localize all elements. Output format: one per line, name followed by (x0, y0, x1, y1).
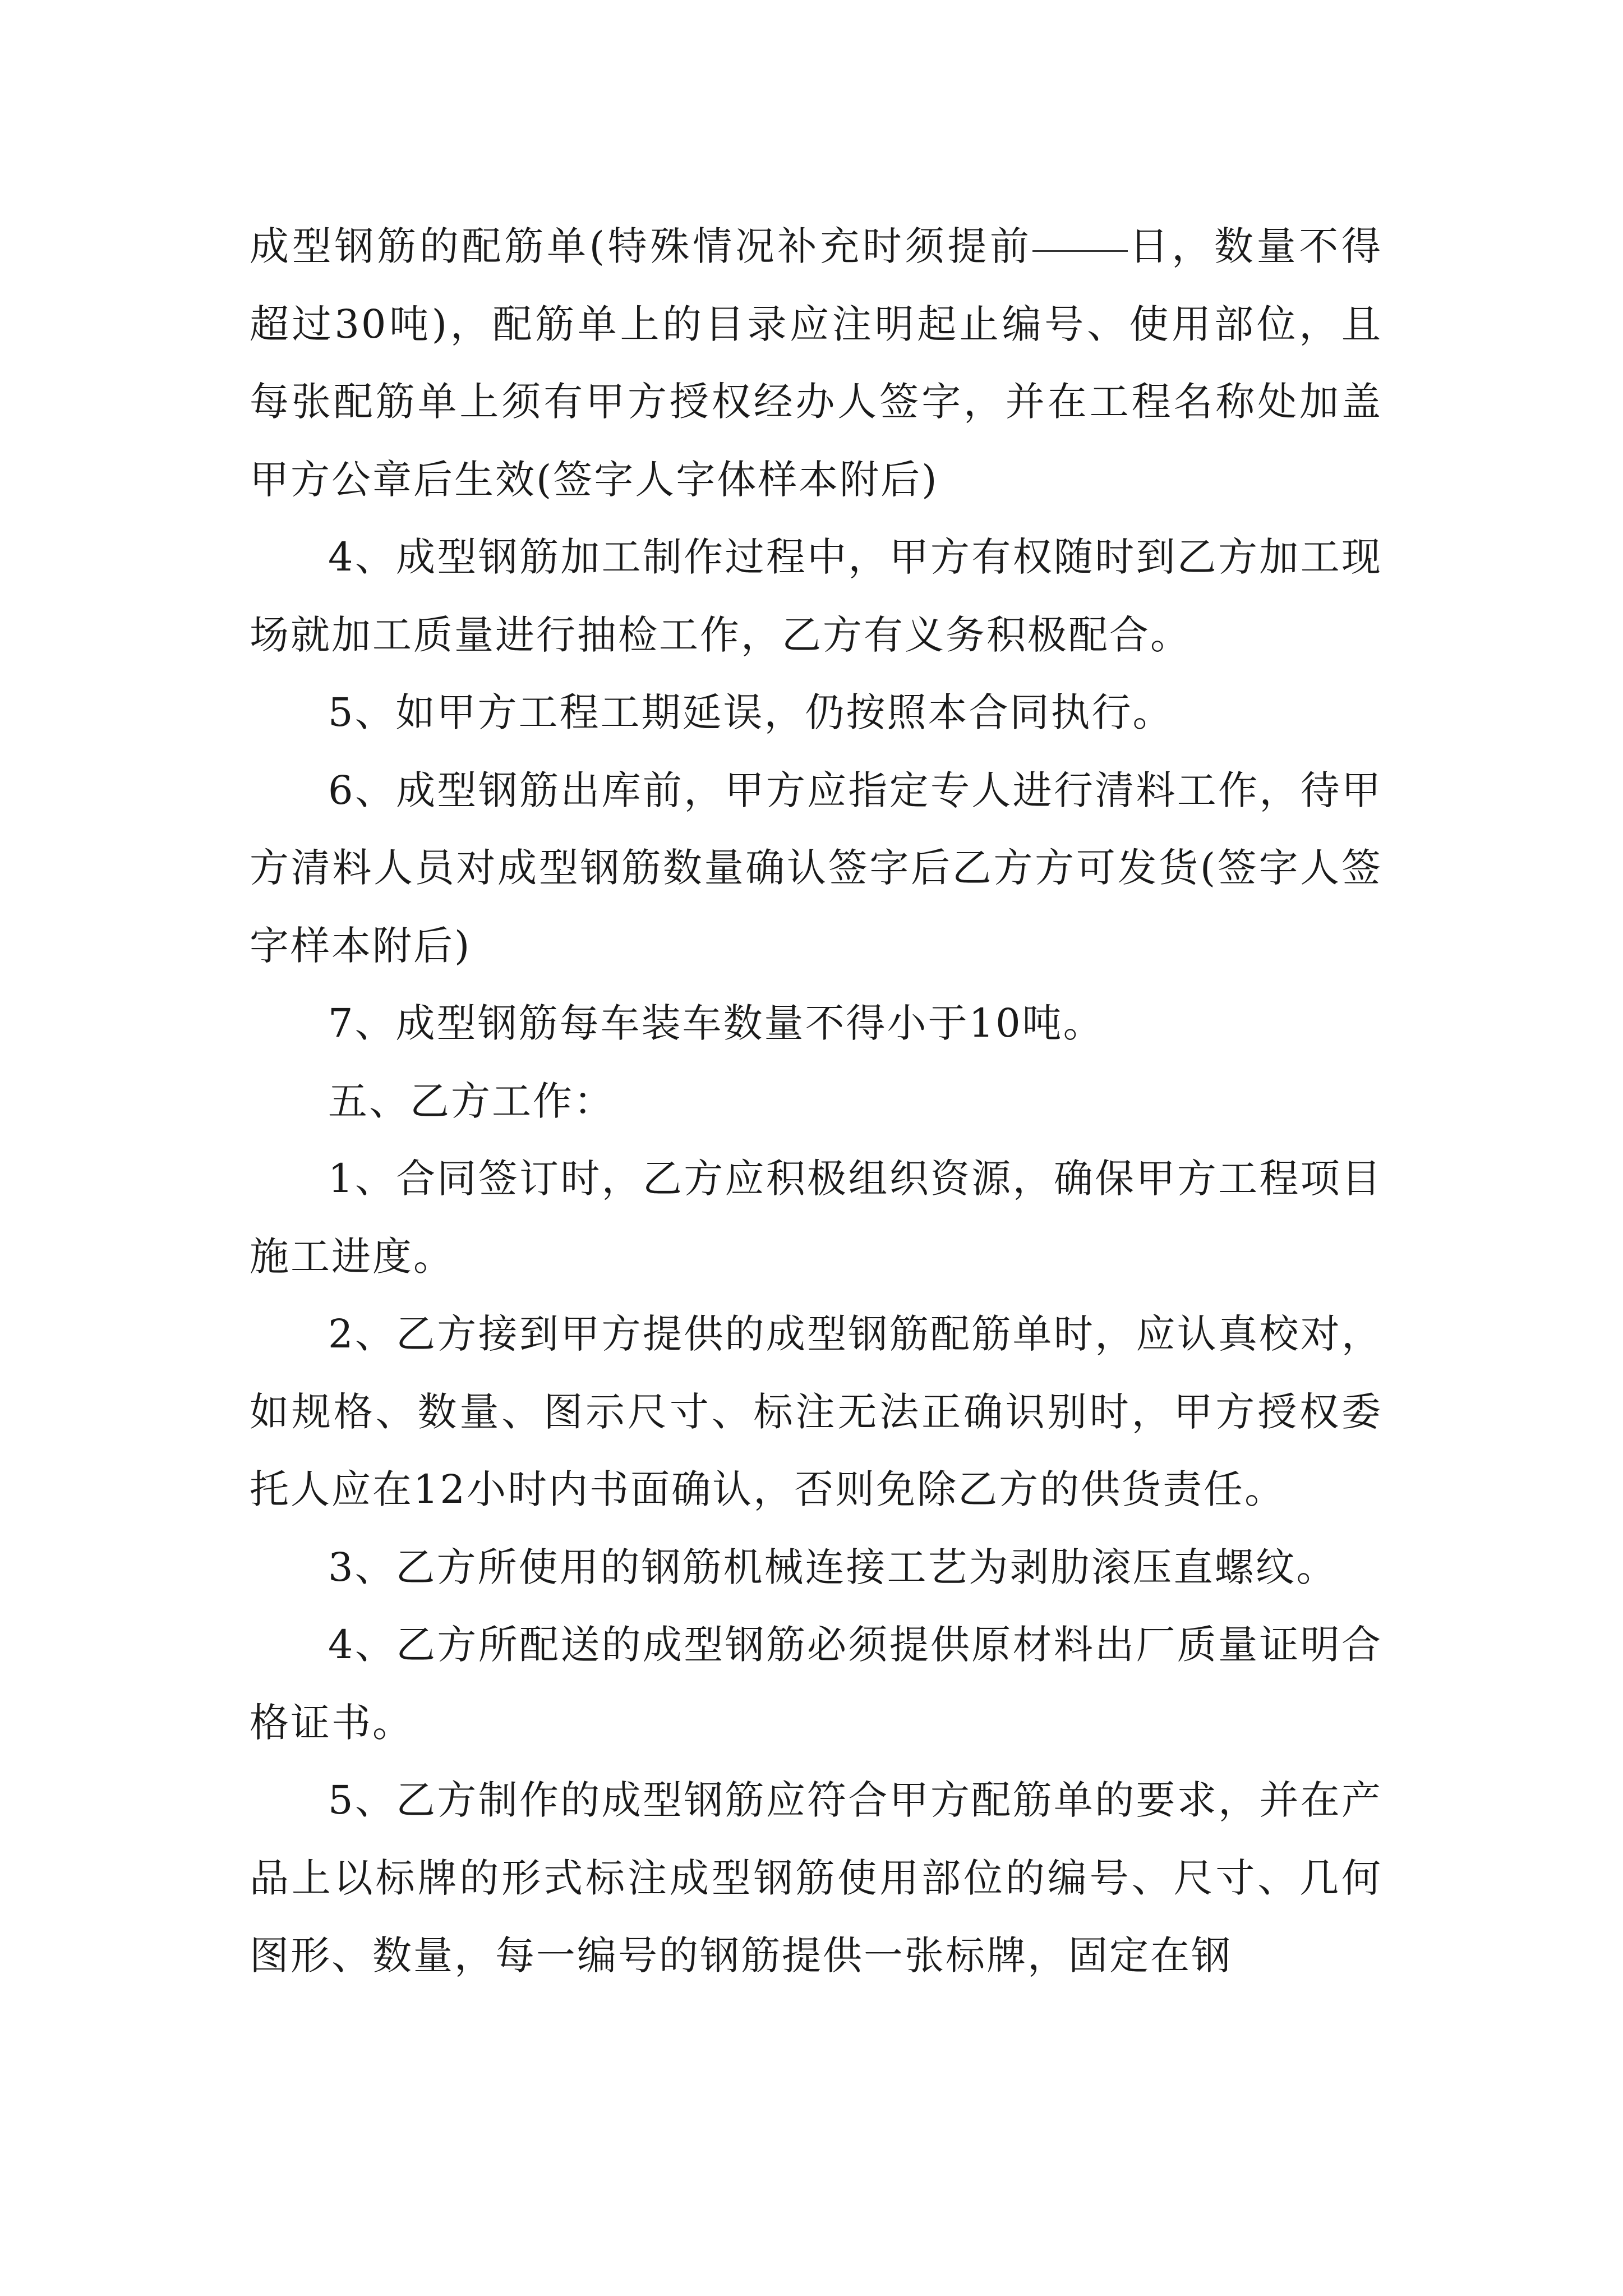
paragraph-config-list (250, 208, 1382, 518)
clause-b4-certificate: 4、乙方所配送的成型钢筋必须提供原材料出厂质量证明合格证书。 (250, 1622, 1382, 1746)
paragraph-text-before-blank: 成型钢筋的配筋单(特殊情况补充时须提前 (250, 223, 1032, 269)
clause-b5-labels: 5、乙方制作的成型钢筋应符合甲方配筋单的要求，并在产品上以标牌的形式标注成型钢筋使用部位的编号、尺寸、几何图形、数量，每一编号的钢筋提供一张标牌，固定在钢 (250, 1777, 1382, 1978)
clause-5-delay: 5、如甲方工程工期延误，仍按照本合同执行。 (328, 689, 1174, 735)
clause-6-clearance: 6、成型钢筋出库前，甲方应指定专人进行清料工作，待甲方清料人员对成型钢筋数量确认签字后乙方方可发货(签字人签字样本附后) (250, 767, 1382, 969)
fill-in-blank (1032, 250, 1128, 252)
document-body (250, 208, 1382, 1995)
section-heading-party-b: 五、乙方工作： (328, 1078, 615, 1124)
clause-b1-resources: 1、合同签订时，乙方应积极组织资源，确保甲方工程项目施工进度。 (250, 1156, 1382, 1280)
paragraph-text-after-blank: 日，数量不得超过30吨)，配筋单上的目录应注明起止编号、使用部位，且每张配筋单上须有甲方授权经办人签字，并在工程名称处加盖甲方公章后生效(签字人字体样本附后) (250, 223, 1383, 503)
clause-b3-process: 3、乙方所使用的钢筋机械连接工艺为剥肋滚压直螺纹。 (328, 1544, 1338, 1590)
clause-4-spot-check: 4、成型钢筋加工制作过程中，甲方有权随时到乙方加工现场就加工质量进行抽检工作，乙方有义务积极配合。 (250, 534, 1382, 658)
clause-b2-verification: 2、乙方接到甲方提供的成型钢筋配筋单时，应认真校对，如规格、数量、图示尺寸、标注无法正确识别时，甲方授权委托人应在12小时内书面确认，否则免除乙方的供货责任。 (250, 1311, 1382, 1512)
clause-7-load: 7、成型钢筋每车装车数量不得小于10吨。 (328, 1000, 1104, 1046)
